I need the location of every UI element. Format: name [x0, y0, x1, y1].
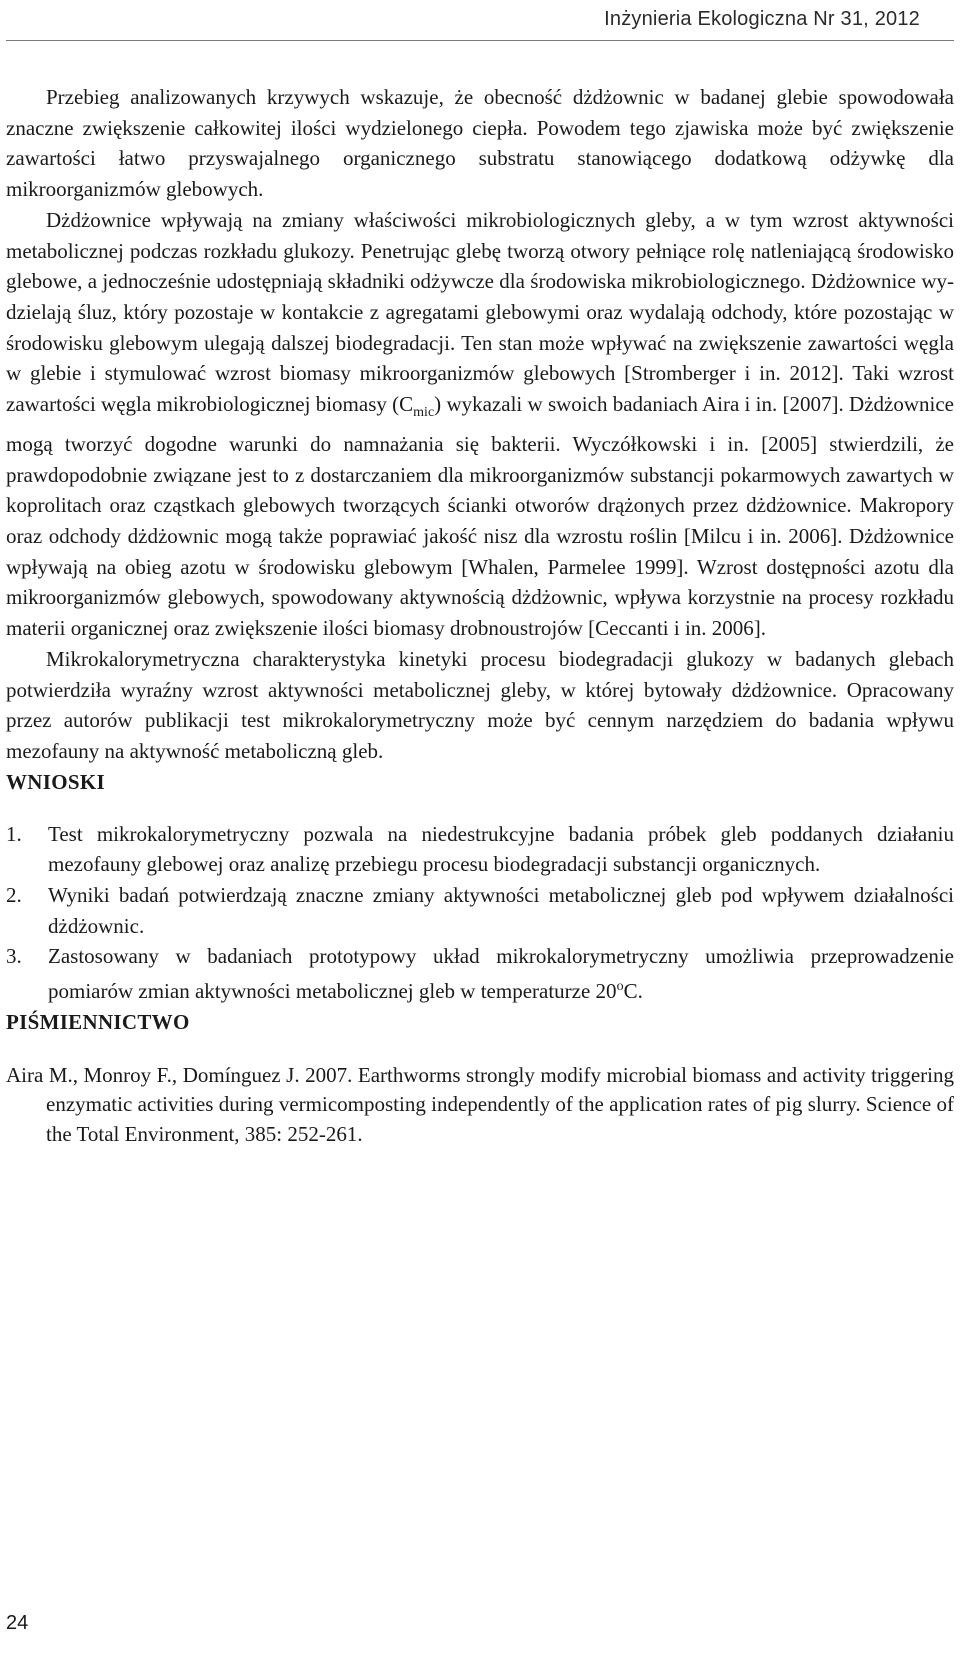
paragraph-1: Przebieg analizowanych krzywych wskazuje, że obecność dżdżownic w badanej glebie spowodowała znaczne zwiększenie całkowitej ilości wydzielonego ciepła. Powodem tego zjawiska może być zwiększenie zawartości łatwo przyswajalnego organicznego substratu stanowiącego dodatkową odżywkę dla mikroorganizmów glebowych. — [6, 85, 954, 202]
reference-item: Aira M., Monroy F., Domínguez J. 2007. Earthworms strongly modify microbial biomass and activity triggering enzymatic activities during vermicomposting independently of the application rates of pig slurry. Science of the Total Environment, 385: 252-261. — [6, 1062, 954, 1146]
conclusion-item-3 — [6, 941, 954, 1006]
header-rule — [6, 40, 954, 41]
conclusion-number: 2. — [6, 883, 22, 908]
paragraph-2 — [6, 205, 954, 644]
paragraph-2-start: Dżdżownice wpływają na zmiany właściwości mikrobiologicznych gleby, a w tym wzrost aktywności metabolicznej podczas rozkładu glukozy. Penetrując glebę tworzą otwory pełniące rolę natleniającą środowisko glebowe, a jednocześnie udostępniają składniki odżywcze dla środowiska mikrobiologicznego. Dżdżownice wydzielają śluz, który pozostaje w kontakcie z agregatami glebowymi oraz wydalają odchody, które pozostając w środowisku glebowym ulegają dalszej biodegradacji. Ten stan może wpływać na zwiększenie zawartości węgla w glebie i stymulować wzrost biomasy mikroorganizmów glebowych [Stromberger i in. 2012]. Taki wzrost zawartości węgla mikrobiologicznej biomasy (C — [6, 207, 954, 417]
conclusion-text: Test mikrokalorymetryczny pozwala na niedestrukcyjne badania próbek gleb poddanych działaniu mezofauny glebowej oraz analizę przebiegu procesu biodegradacji substancji organicznych. — [48, 821, 954, 877]
conclusions-list — [6, 819, 954, 1007]
conclusion-item-2 — [6, 880, 954, 941]
conclusion-item-1 — [6, 819, 954, 880]
degree-superscript: o — [616, 979, 624, 995]
paragraph-2-subscript: mic — [413, 405, 435, 421]
page-number: 24 — [6, 1612, 29, 1634]
running-header: Inżynieria Ekologiczna Nr 31, 2012 — [604, 8, 920, 30]
paragraph-3: Mikrokalorymetryczna charakterystyka kinetyki procesu biodegradacji glukozy w badanych glebach potwierdziła wyraźny wzrost aktywności metabolicznej gleby, w której bytowały dżdżownice. Opracowany przez autorów publikacji test mikrokalorymetryczny może być cennym narzędziem do badania wpływu mezofauny na aktywność metaboliczną gleb. — [6, 646, 954, 763]
article-body — [6, 82, 954, 1149]
conclusion-text-end: C. — [623, 979, 643, 1004]
references-heading: PIŚMIENNICTWO — [6, 1009, 190, 1034]
conclusion-number: 3. — [6, 944, 22, 969]
conclusion-text: Wyniki badań potwierdzają znaczne zmiany aktywności metabolicznej gleb pod wpływem działalności dżdżownic. — [48, 883, 954, 938]
conclusions-heading: WNIOSKI — [6, 769, 105, 794]
conclusion-number: 1. — [6, 821, 22, 846]
conclusion-text: Zastosowany w badaniach prototypowy układ mikrokalorymetryczny umożliwia przeprowadzenie pomiarów zmian aktywności metabolicznej gleb w temperaturze 20 — [48, 944, 954, 1004]
paragraph-2-end: ) wykazali w swoich badaniach Aira i in. [2007]. Dżdżownice mogą tworzyć dogodne warunki do namnażania się bakterii. Wyczółkowski i in. [2005] stwierdzili, że prawdopodobnie związane jest to z dostarczaniem dla mikroorganizmów substancji pokarmowych zawartych w koprolitach oraz cząstkach glebowych tworzących ścianki otworów drążonych przez dżdżownice. Makropory oraz odchody dżdżownic mogą także poprawiać jakość nisz dla wzrostu roślin [Milcu i in. 2006]. Dżdżownice wpływają na obieg azotu w środowisku glebowym [Whalen, Parmelee 1999]. Wzrost dostępności azotu dla mikroorganizmów glebowych, spowodowany aktywnością dżdżownic, wpływa korzystnie na procesy rozkładu materii organicznej oraz zwiększenie ilości biomasy drobnoustrojów [Ceccanti i in. 2006]. — [6, 392, 954, 641]
